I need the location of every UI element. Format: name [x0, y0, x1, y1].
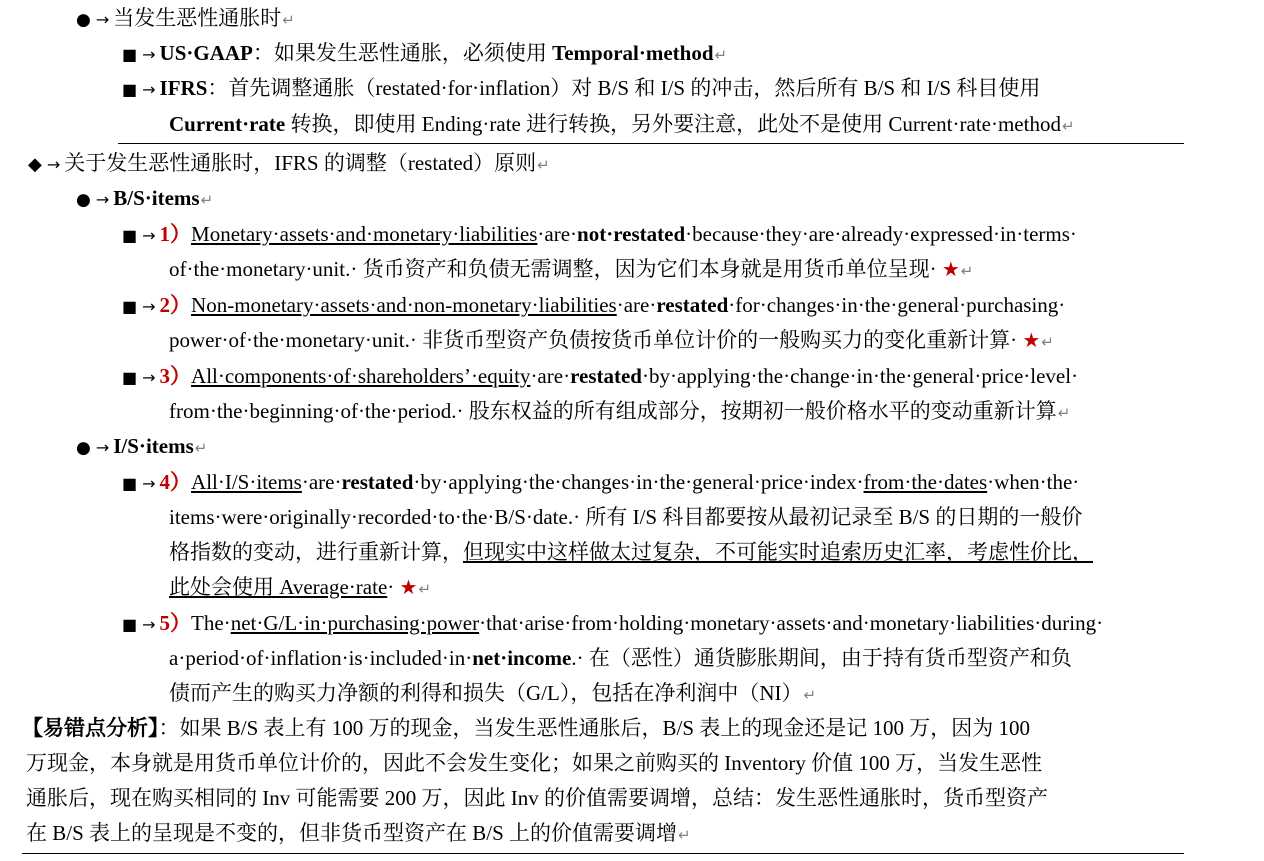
item-number: 1） [159, 222, 192, 246]
item-4-line-2 [169, 500, 1082, 535]
paragraph-mark-icon: ↵ [714, 46, 728, 64]
arrow-icon: → [95, 438, 110, 457]
ifrs-line [122, 71, 1040, 106]
text: 通胀后，现在购买相同的 Inv 可能需要 200 万，因此 Inv 的价值需要调增，总结：发生恶性通胀时，货币型资产 [26, 786, 1048, 810]
underlined-text: 但现实中这样做太过复杂，不可能实时追索历史汇率，考虑性价比， [463, 540, 1093, 564]
arrow-icon: → [95, 10, 110, 29]
square-bullet-icon: ■ [122, 474, 138, 493]
text: ·by·applying·the·change·in·the·general·price·level· [641, 364, 1079, 388]
text: items·were·originally·recorded·to·the·B/S·date.· 所有 I/S 科目都要按从最初记录至 B/S 的日期的一般价 [169, 505, 1083, 529]
paragraph-mark-icon: ↵ [537, 156, 550, 174]
paragraph-mark-icon: ↵ [418, 580, 432, 598]
star-icon: ★ [1022, 328, 1041, 352]
square-bullet-icon: ■ [122, 226, 138, 245]
arrow-icon: → [142, 226, 156, 245]
text: .· 在（恶性）通货膨胀期间，由于持有货币型资产和负 [571, 646, 1072, 670]
temporal-method: Temporal·method [552, 41, 714, 65]
underlined-text: Non-monetary·assets·and·non-monetary·liabilities [191, 293, 617, 317]
text: ·because·they·are·already·expressed·in·terms· [685, 222, 1077, 246]
paragraph-mark-icon: ↵ [803, 686, 817, 704]
text: · [387, 575, 400, 599]
item-1-line-1 [122, 217, 1077, 252]
item-number: 2） [159, 293, 192, 317]
item-3-line-1 [122, 359, 1078, 394]
error-analysis-line-4 [26, 816, 691, 851]
item-5-line-3 [169, 676, 816, 711]
text: ·are· [530, 364, 571, 388]
text: ：如果 B/S 表上有 100 万的现金，当发生恶性通胀后，B/S 表上的现金还是记 100 万，因为 100 [158, 716, 1031, 740]
line-text: 当发生恶性通胀时 [113, 6, 282, 30]
item-5-line-2 [169, 641, 1072, 676]
round-bullet-icon: ● [76, 190, 91, 210]
text: 格指数的变动，进行重新计算， [169, 540, 463, 564]
text: The· [191, 611, 231, 635]
bold-text: not·restated [577, 222, 686, 246]
current-rate-label: Current·rate [169, 112, 286, 136]
diamond-bullet-icon: ◆ [28, 154, 42, 175]
text: ·that·arise·from·holding·monetary·assets·and·monetary·liabilities·during· [479, 611, 1104, 635]
error-analysis-line-3 [26, 781, 1048, 816]
ifrs-label: IFRS [159, 76, 208, 100]
item-3-line-2 [169, 394, 1070, 429]
bullet-line-hyperinflation [76, 1, 295, 36]
square-bullet-icon: ■ [122, 45, 138, 64]
paragraph-mark-icon: ↵ [1041, 333, 1054, 351]
ifrs-text-2: 转换，即使用 Ending·rate 进行转换，另外要注意，此处不是使用 Current·rate·method [285, 112, 1061, 136]
bold-text: restated [341, 470, 414, 494]
underlined-text: net·G/L·in·purchasing·power [230, 611, 480, 635]
item-5-line-1 [122, 606, 1103, 641]
text: ·for·changes·in·the·general·purchasing· [728, 293, 1066, 317]
star-icon: ★ [941, 257, 960, 281]
item-4-line-1 [122, 465, 1079, 500]
star-icon: ★ [399, 575, 418, 599]
text: 债而产生的购买力净额的利得和损失（G/L），包括在净利润中（NI） [169, 681, 803, 705]
text: of·the·monetary·unit.· 货币资产和负债无需调整，因为它们本身就是用货币单位呈现· [169, 257, 942, 281]
is-items-heading: I/S·items [113, 434, 194, 458]
paragraph-mark-icon: ↵ [282, 11, 295, 29]
item-4-line-3 [169, 535, 1093, 570]
square-bullet-icon: ■ [122, 368, 138, 387]
square-bullet-icon: ■ [122, 80, 138, 99]
text: 在 B/S 表上的呈现是不变的，但非货币型资产在 B/S 上的价值需要调增 [26, 821, 678, 845]
item-number: 5） [159, 611, 192, 635]
us-gaap-text: ：如果发生恶性通胀，必须使用 [252, 41, 553, 65]
round-bullet-icon: ● [76, 438, 91, 458]
error-analysis-title: 【易错点分析】 [22, 716, 159, 740]
arrow-icon: → [142, 474, 156, 493]
bold-text: restated [656, 293, 729, 317]
underlined-text: 此处会使用 Average·rate [169, 575, 388, 599]
underlined-text: from·the·dates [863, 470, 988, 494]
paragraph-mark-icon: ↵ [678, 826, 691, 844]
arrow-icon: → [142, 80, 156, 99]
item-2-line-1 [122, 288, 1065, 323]
divider-line [118, 143, 1184, 144]
arrow-icon: → [142, 615, 156, 634]
bold-text: restated [570, 364, 642, 388]
square-bullet-icon: ■ [122, 297, 138, 316]
text: ·are· [616, 293, 657, 317]
underlined-text: Monetary·assets·and·monetary·liabilities [191, 222, 538, 246]
square-bullet-icon: ■ [122, 615, 138, 634]
arrow-icon: → [142, 368, 156, 387]
paragraph-mark-icon: ↵ [1057, 404, 1071, 422]
bs-items-heading: B/S·items [113, 186, 200, 210]
text: from·the·beginning·of·the·period.· 股东权益的所有组成部分，按期初一般价格水平的变动重新计算 [169, 399, 1057, 423]
text: a·period·of·inflation·is·included·in· [169, 646, 473, 670]
item-2-line-2 [169, 323, 1054, 358]
arrow-icon: → [142, 297, 156, 316]
arrow-icon: → [142, 45, 156, 64]
ifrs-text: ：首先调整通胀（restated·for·inflation）对 B/S 和 I/S 的冲击，然后所有 B/S 和 I/S 科目使用 [207, 76, 1041, 100]
section-heading-line [28, 146, 550, 181]
item-1-line-2 [169, 252, 973, 287]
underlined-text: All·components·of·shareholders’·equity [191, 364, 531, 388]
section-heading: 关于发生恶性通胀时，IFRS 的调整（restated）原则 [64, 151, 537, 175]
paragraph-mark-icon: ↵ [200, 191, 214, 209]
error-analysis-line-2 [26, 746, 1042, 781]
text: power·of·the·monetary·unit.· 非货币型资产负债按货币单位计价的一般购买力的变化重新计算· [169, 328, 1023, 352]
underlined-text: All·I/S·items [191, 470, 302, 494]
round-bullet-icon: ● [76, 10, 91, 30]
bold-text: net·income [472, 646, 572, 670]
paragraph-mark-icon: ↵ [1061, 117, 1075, 135]
paragraph-mark-icon: ↵ [960, 262, 974, 280]
text: ·are· [301, 470, 342, 494]
paragraph-mark-icon: ↵ [194, 439, 208, 457]
text: ·are· [537, 222, 578, 246]
bs-items-line [76, 181, 213, 216]
arrow-icon: → [95, 190, 110, 209]
text: 万现金，本身就是用货币单位计价的，因此不会发生变化；如果之前购买的 Inventory 价值 100 万，当发生恶性 [26, 751, 1043, 775]
ifrs-line-2 [169, 107, 1075, 142]
us-gaap-line [122, 36, 727, 71]
text: ·by·applying·the·changes·in·the·general·price·index· [413, 470, 864, 494]
divider-line [22, 853, 1184, 854]
arrow-icon: → [46, 155, 61, 174]
error-analysis-line-1 [22, 711, 1030, 746]
us-gaap-label: US·GAAP [159, 41, 253, 65]
item-number: 3） [159, 364, 192, 388]
item-4-line-4 [169, 570, 431, 605]
text: ·when·the· [987, 470, 1080, 494]
is-items-line [76, 429, 207, 464]
item-number: 4） [159, 470, 192, 494]
